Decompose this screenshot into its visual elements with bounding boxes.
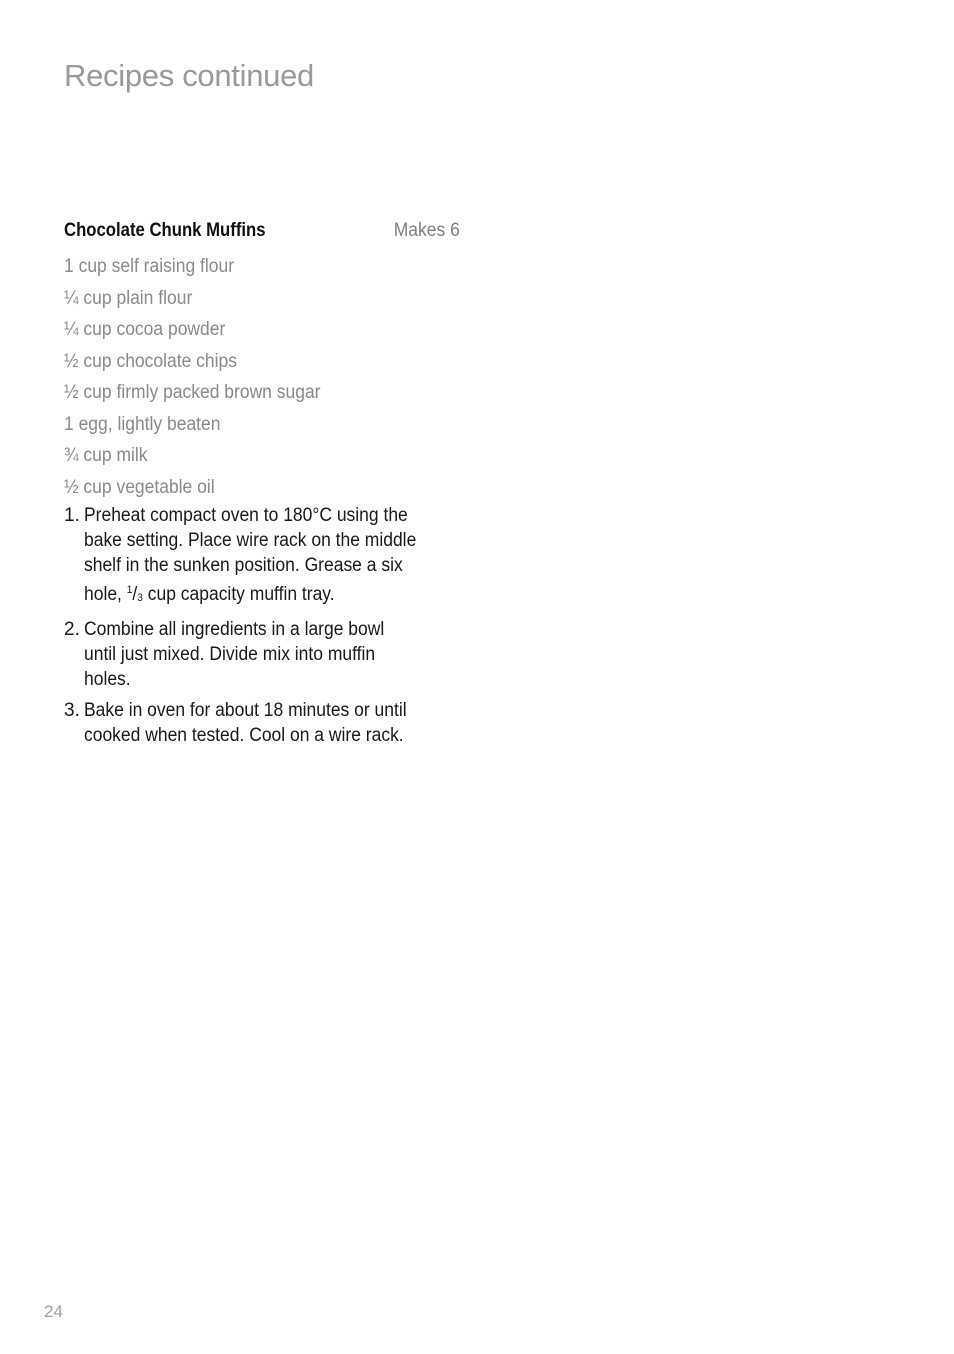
step-number: 3. (64, 700, 80, 721)
step-line: shelf in the sunken position. Grease a six (84, 555, 403, 576)
step-line (84, 578, 434, 611)
fraction-denominator: 3 (137, 592, 143, 604)
step-line: bake setting. Place wire rack on the middle (84, 530, 417, 551)
step-text (84, 617, 464, 692)
fraction-numerator: 1 (126, 584, 133, 596)
recipe-yield: Makes 6 (393, 220, 460, 241)
step-text (84, 503, 464, 611)
page-heading: Recipes continued (64, 58, 314, 93)
step-line-prefix: hole, (84, 584, 127, 605)
method-step (64, 503, 464, 611)
step-line: holes. (84, 669, 131, 690)
method-step (64, 698, 464, 748)
ingredient-item: ¼ cup cocoa powder (64, 319, 226, 340)
step-line-suffix: cup capacity muffin tray. (142, 584, 335, 605)
ingredient-list (64, 251, 464, 503)
method-step (64, 617, 464, 692)
ingredient-item: ¼ cup plain flour (64, 287, 193, 309)
recipe-section (64, 220, 464, 754)
ingredient-item: ¾ cup milk (64, 445, 148, 466)
ingredient-item: ½ cup chocolate chips (64, 350, 237, 372)
step-line: Preheat compact oven to 180°C using the (84, 505, 408, 526)
page-number: 24 (44, 1302, 63, 1321)
step-line: until just mixed. Divide mix into muffin (84, 644, 376, 665)
ingredient-item: ½ cup firmly packed brown sugar (64, 382, 321, 403)
step-text (84, 698, 464, 748)
recipe-title: Chocolate Chunk Muffins (64, 220, 266, 241)
step-line: cooked when tested. Cool on a wire rack. (84, 725, 404, 746)
step-number: 1. (64, 505, 80, 526)
step-line: Bake in oven for about 18 minutes or until (84, 700, 407, 721)
ingredient-item: 1 cup self raising flour (64, 256, 235, 277)
recipe-header (64, 220, 464, 248)
method-list (64, 503, 464, 748)
ingredient-item: ½ cup vegetable oil (64, 476, 215, 498)
step-number: 2. (64, 619, 80, 640)
ingredient-item: 1 egg, lightly beaten (64, 413, 221, 435)
step-line: Combine all ingredients in a large bowl (84, 619, 385, 640)
fraction-separator: / (132, 584, 138, 605)
